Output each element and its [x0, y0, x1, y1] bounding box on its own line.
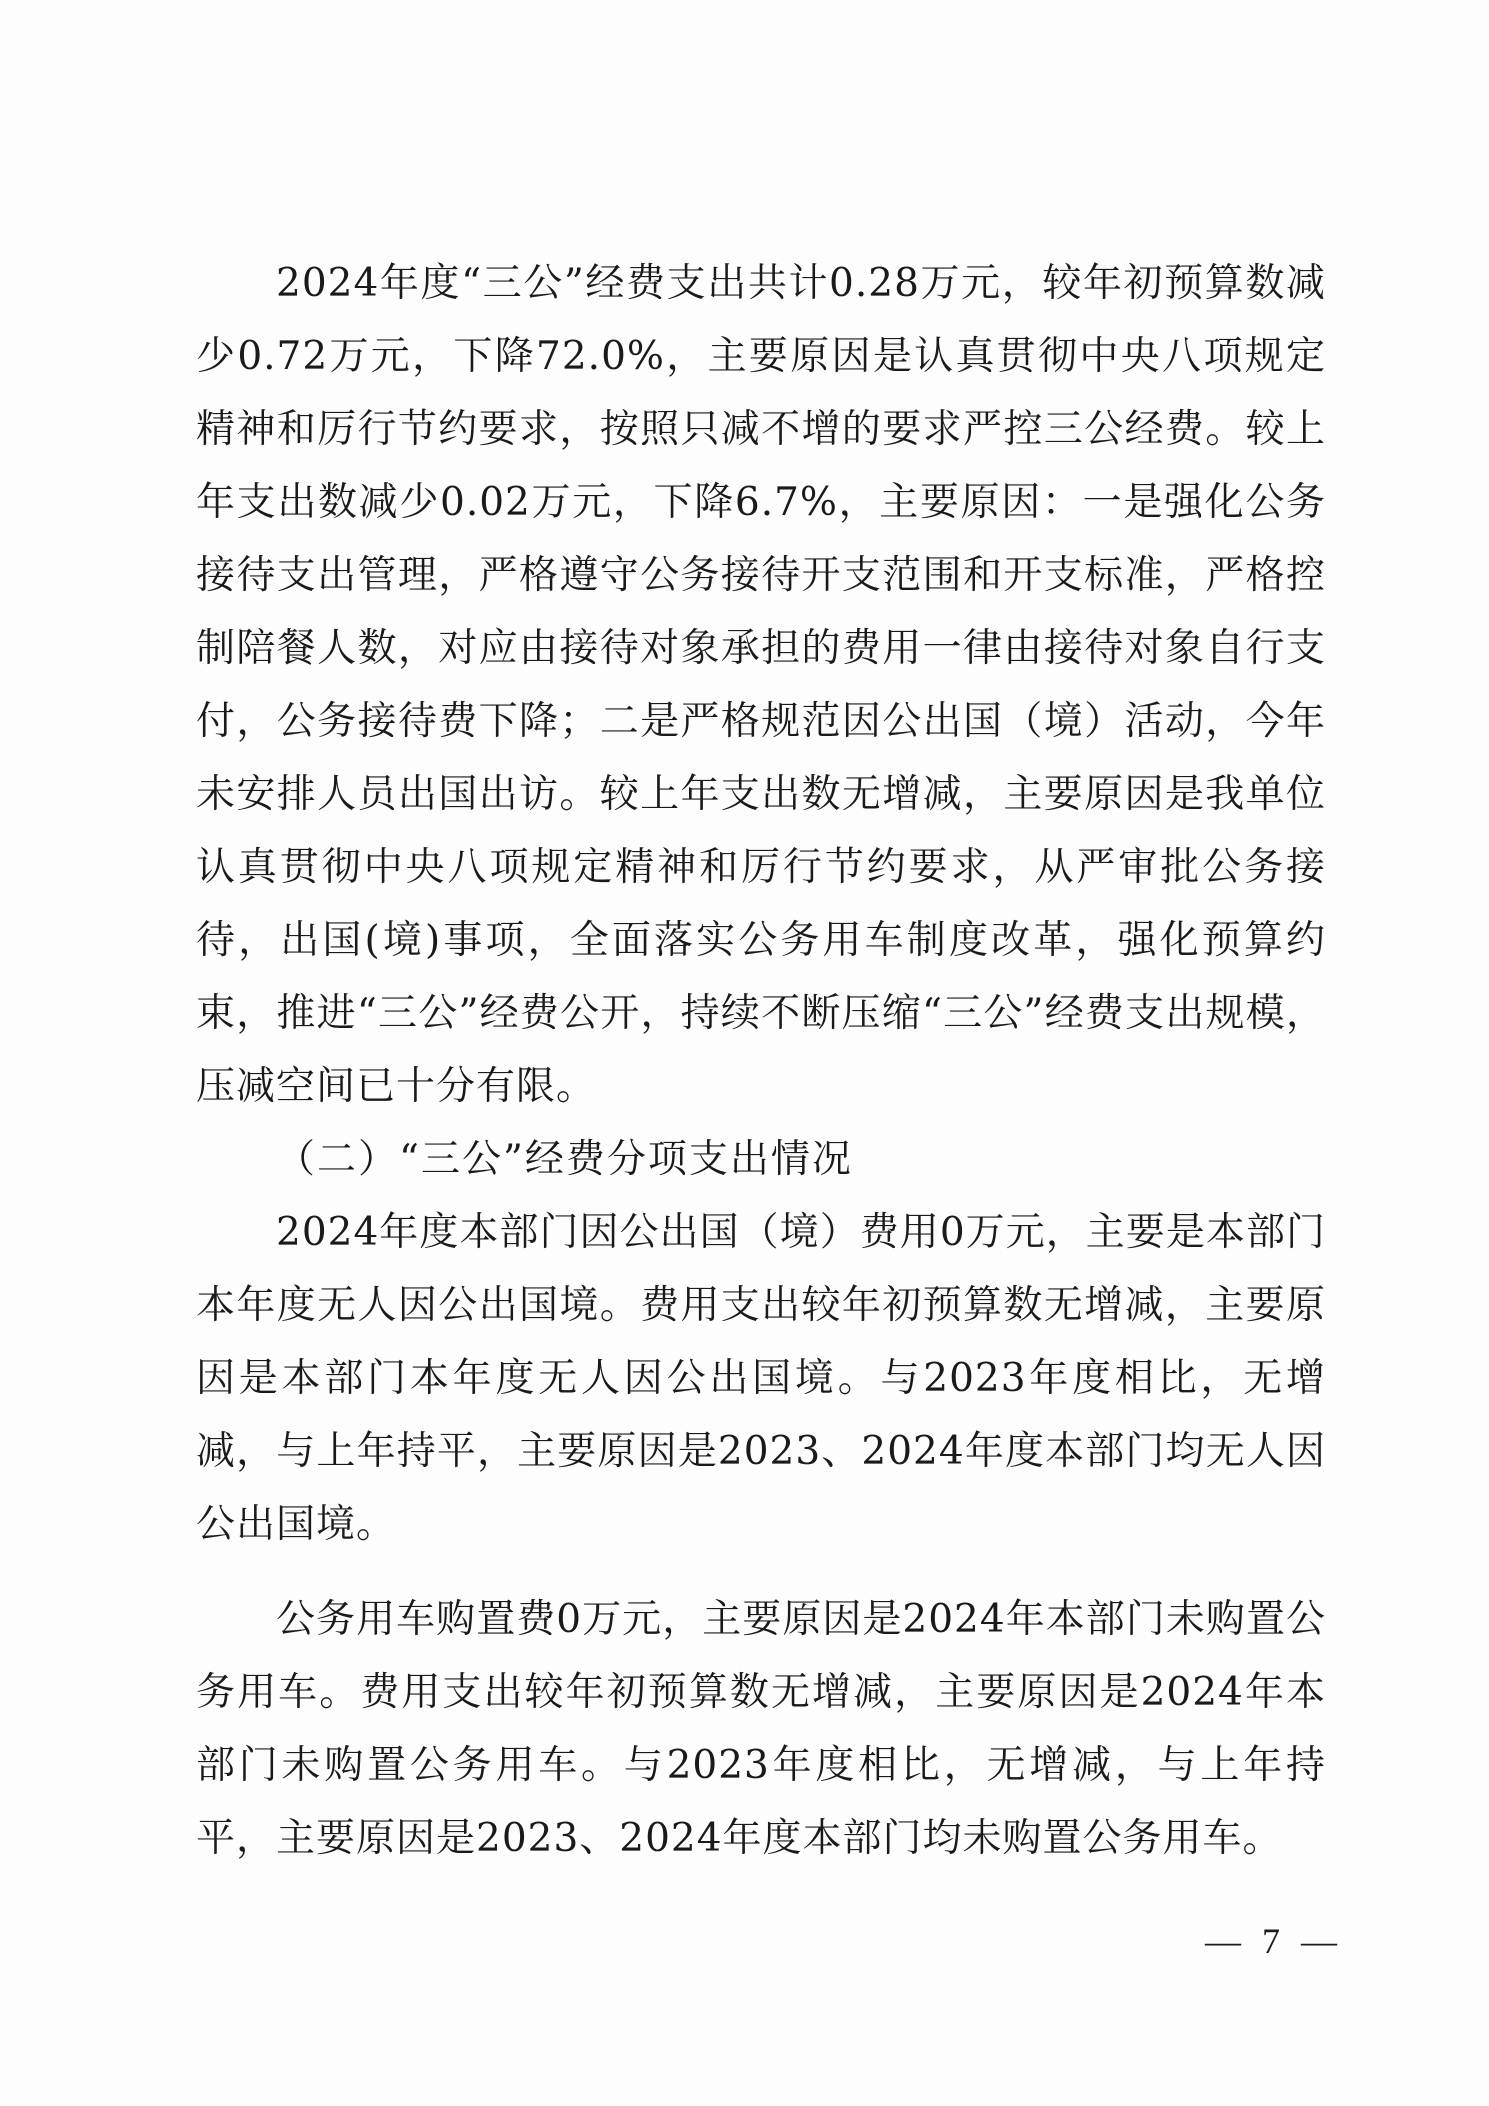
paragraph-vehicle-purchase: 公务用车购置费0万元，主要原因是2024年本部门未购置公务用车。费用支出较年初预算数无增减，主要原因是2024年本部门未购置公务用车。与2023年度相比，无增减，与上年持平，主要原因是2023、2024年度本部门均未购置公务用车。: [196, 1597, 1326, 1861]
paragraph-gap: [196, 1561, 1326, 1583]
paragraph-overseas-travel: 2024年度本部门因公出国（境）费用0万元，主要是本部门本年度无人因公出国境。费用支出较年初预算数无增减，主要原因是本部门本年度无人因公出国境。与2023年度相比，无增减，与上年持平，主要原因是2023、2024年度本部门均无人因公出国境。: [196, 1210, 1326, 1547]
paragraph-three-public-total: 2024年度“三公”经费支出共计0.28万元，较年初预算数减少0.72万元，下降72.0%，主要原因是认真贯彻中央八项规定精神和厉行节约要求，按照只减不增的要求严控三公经费。较上年支出数减少0.02万元，下降6.7%，主要原因：一是强化公务接待支出管理，严格遵守公务接待开支范围和开支标准，严格控制陪餐人数，对应由接待对象承担的费用一律由接待对象自行支付，公务接待费下降；二是严格规范因公出国（境）活动，今年未安排人员出国出访。较上年支出数无增减，主要原因是我单位认真贯彻中央八项规定精神和厉行节约要求，从严审批公务接待，出国(境)事项，全面落实公务用车制度改革，强化预算约束，推进“三公”经费公开，持续不断压缩“三公”经费支出规模，压减空间已十分有限。: [196, 261, 1326, 1109]
section-heading-itemized-expenses: （二）“三公”经费分项支出情况: [276, 1137, 853, 1182]
document-body: [196, 247, 1326, 1875]
page-number: — 7 —: [1205, 1921, 1343, 1961]
